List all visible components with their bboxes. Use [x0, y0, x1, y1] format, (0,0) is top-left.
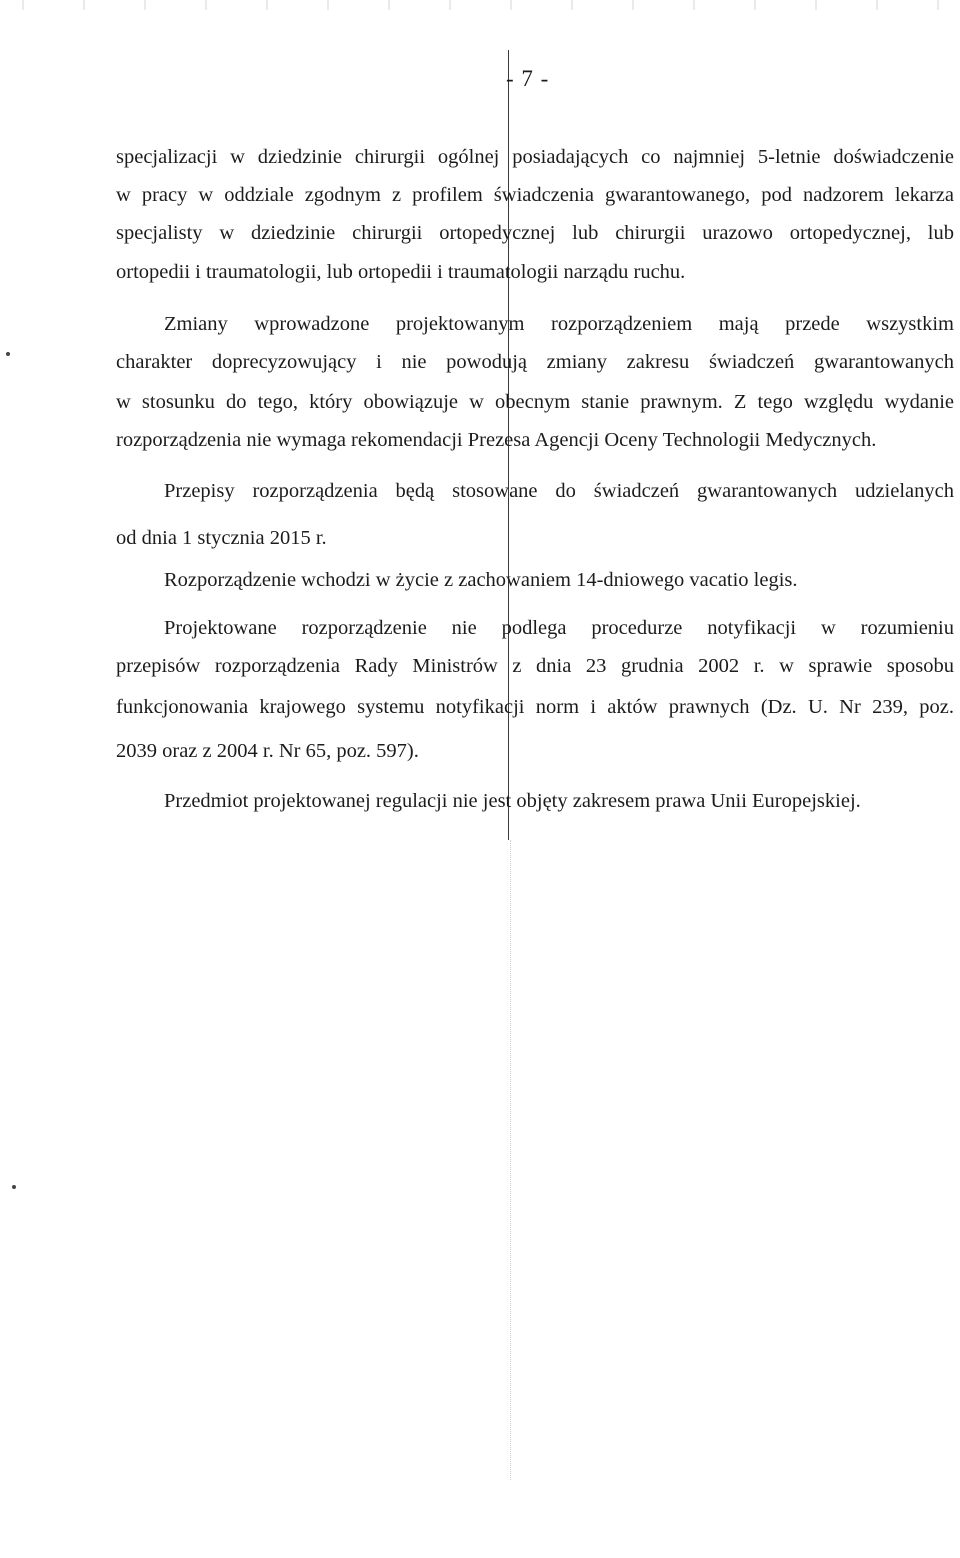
text-line: Projektowane rozporządzenie nie podlega procedurze notyfikacji w rozumieniu [164, 617, 954, 639]
scan-top-noise [0, 0, 960, 10]
text-line: specjalizacji w dziedzinie chirurgii ogólnej posiadających co najmniej 5-letnie doświadczenie [116, 146, 954, 168]
text-line: Rozporządzenie wchodzi w życie z zachowaniem 14-dniowego vacatio legis. [164, 569, 798, 591]
text-line: specjalisty w dziedzinie chirurgii ortopedycznej lub chirurgii urazowo ortopedycznej, lub [116, 222, 954, 244]
text-line: od dnia 1 stycznia 2015 r. [116, 527, 327, 549]
text-line: w pracy w oddziale zgodnym z profilem świadczenia gwarantowanego, pod nadzorem lekarza [116, 184, 954, 206]
page-number: - 7 - [506, 66, 550, 91]
text-line: Zmiany wprowadzone projektowanym rozporządzeniem mają przede wszystkim [164, 313, 954, 335]
text-line: funkcjonowania krajowego systemu notyfikacji norm i aktów prawnych (Dz. U. Nr 239, poz. [116, 696, 954, 718]
text-line: przepisów rozporządzenia Rady Ministrów z dnia 23 grudnia 2002 r. w sprawie sposobu [116, 655, 954, 677]
text-line: charakter doprecyzowujący i nie powodują zmiany zakresu świadczeń gwarantowanych [116, 351, 954, 373]
text-line: Przedmiot projektowanej regulacji nie jest objęty zakresem prawa Unii Europejskiej. [164, 790, 861, 812]
scan-speck [6, 352, 10, 356]
text-line: ortopedii i traumatologii, lub ortopedii i traumatologii narządu ruchu. [116, 261, 686, 283]
scan-fold-line-faint [510, 840, 511, 1480]
text-line: 2039 oraz z 2004 r. Nr 65, poz. 597). [116, 740, 419, 762]
text-line: rozporządzenia nie wymaga rekomendacji Prezesa Agencji Oceny Technologii Medycznych. [116, 429, 877, 451]
text-line: w stosunku do tego, który obowiązuje w obecnym stanie prawnym. Z tego względu wydanie [116, 391, 954, 413]
scan-speck [12, 1185, 16, 1189]
text-line: Przepisy rozporządzenia będą stosowane do świadczeń gwarantowanych udzielanych [164, 480, 954, 502]
